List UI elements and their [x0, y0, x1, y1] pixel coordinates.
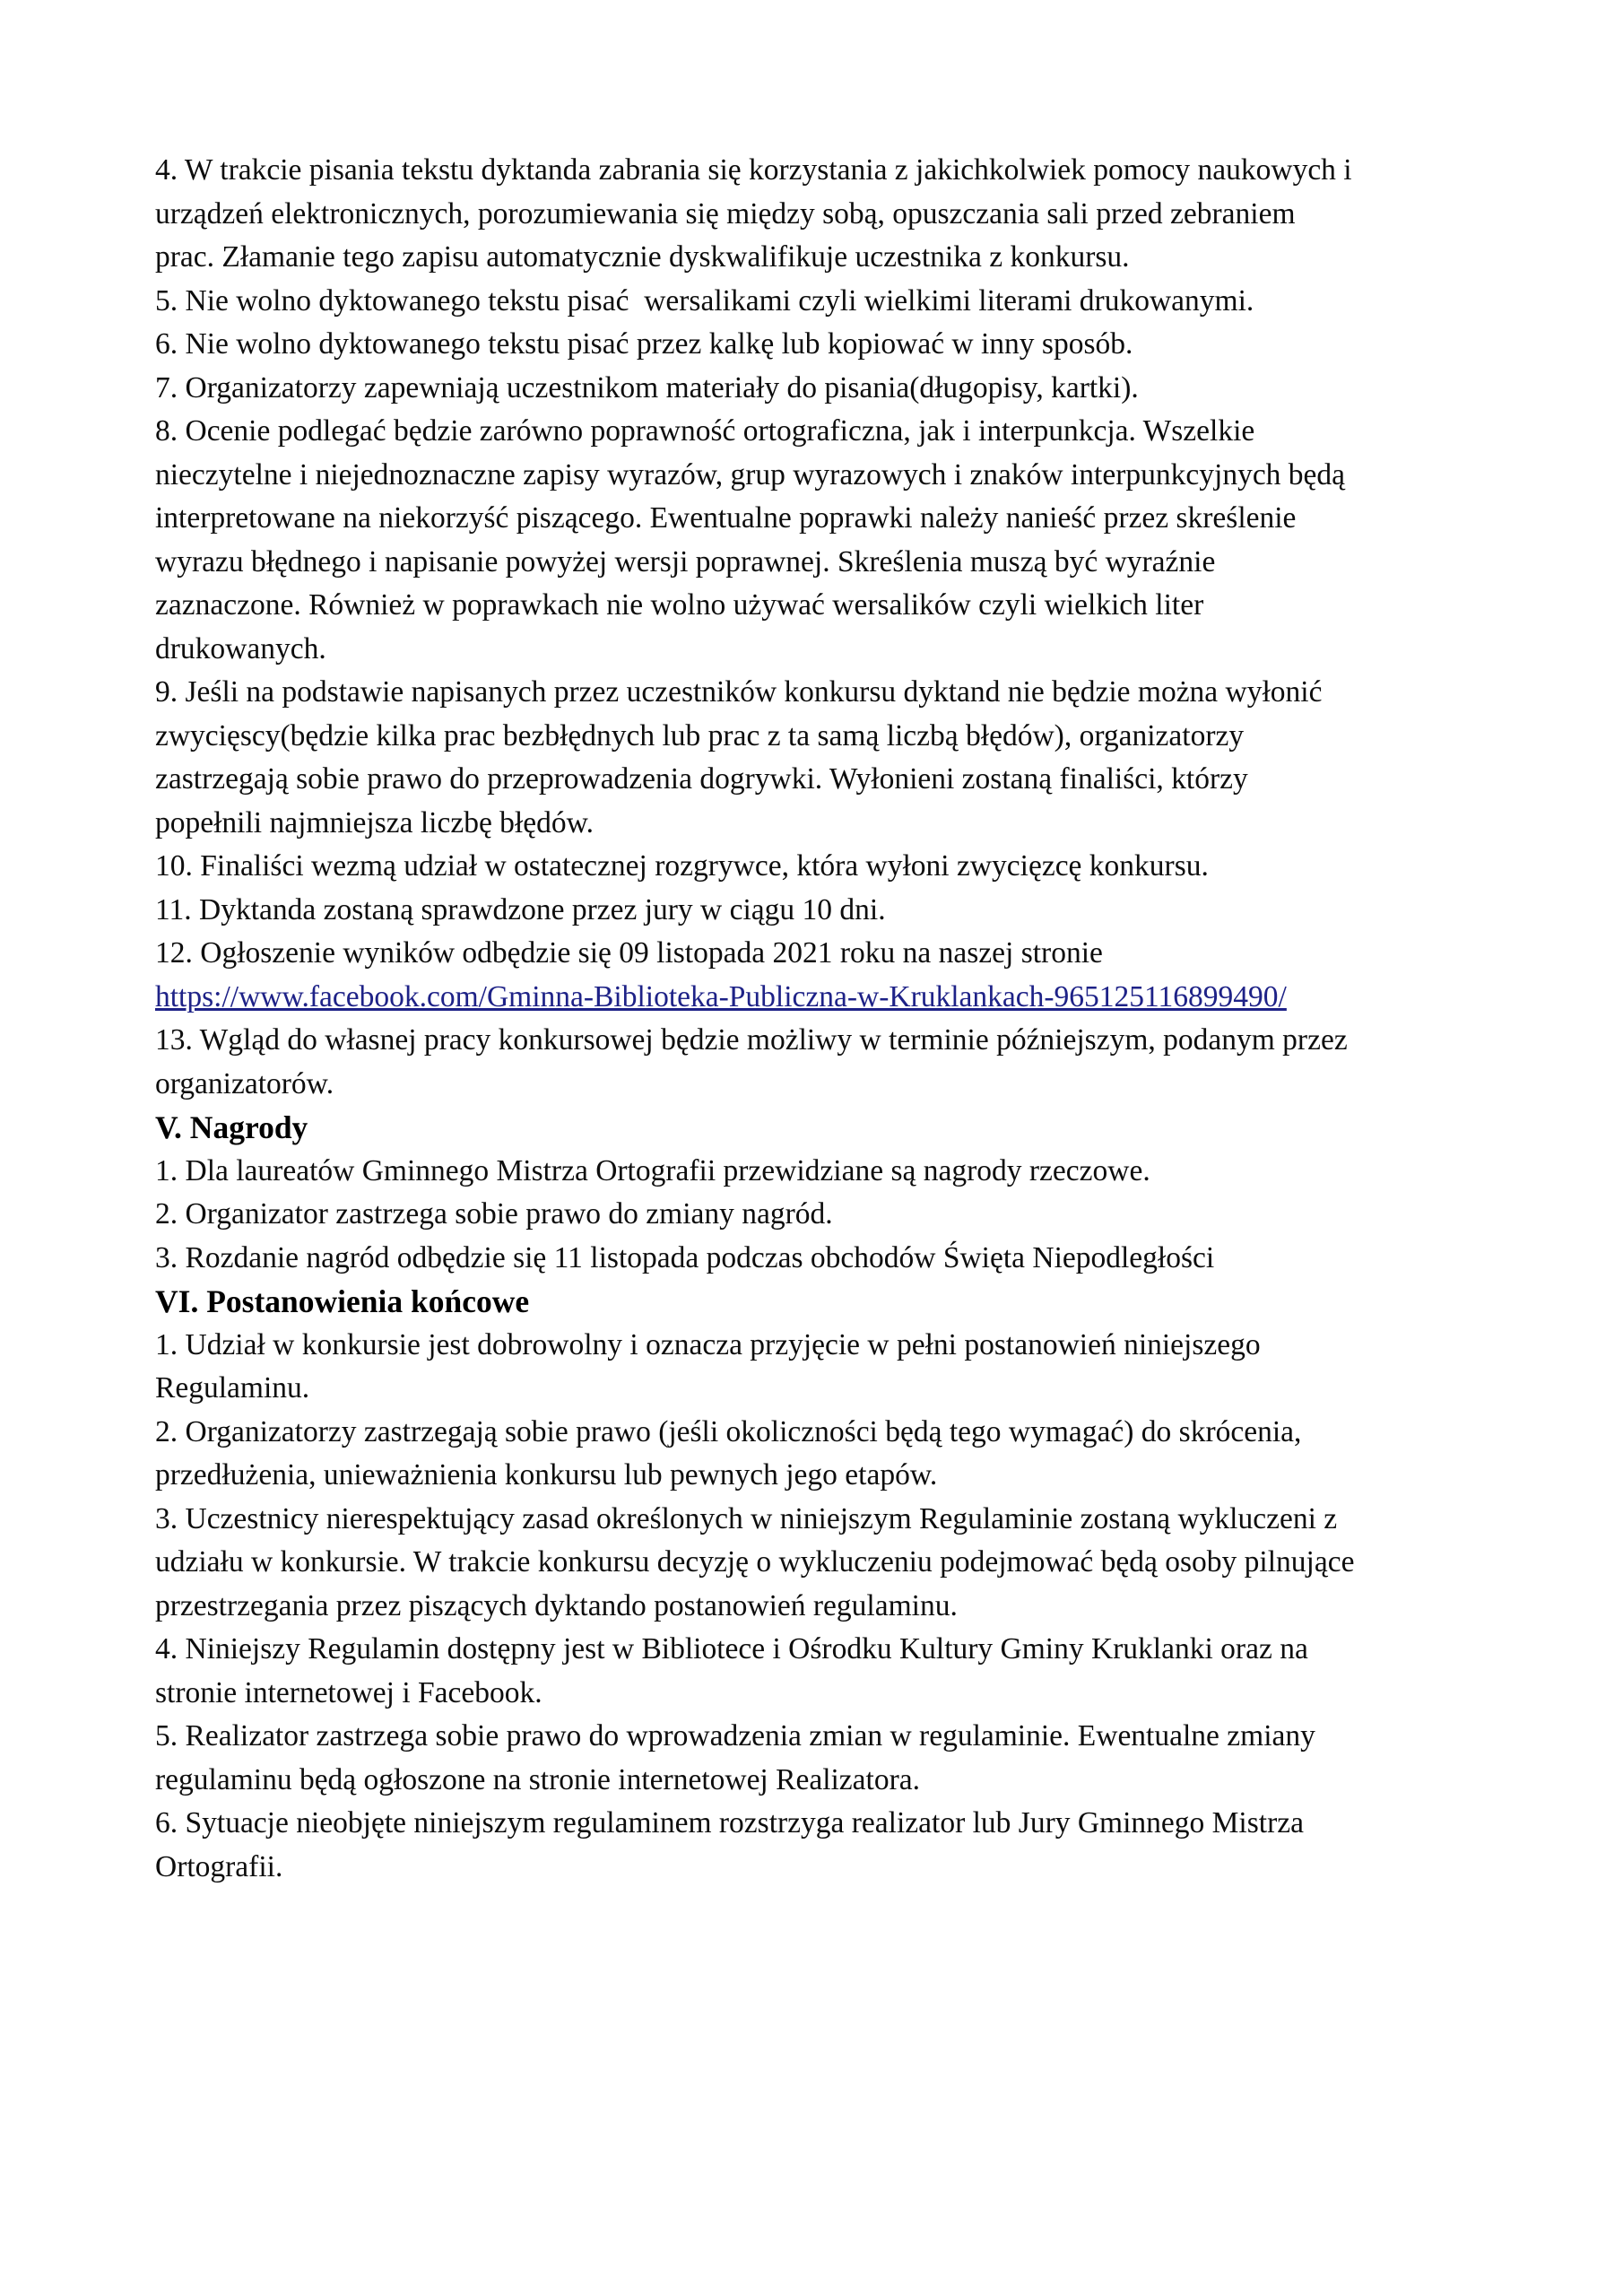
text-line: 11. Dyktanda zostaną sprawdzone przez jury w ciągu 10 dni.: [155, 892, 886, 926]
text-line: 3. Uczestnicy nierespektujący zasad określonych w niniejszym Regulaminie zostaną wykluczeni z: [155, 1501, 1338, 1535]
text-line: stronie internetowej i Facebook.: [155, 1675, 542, 1709]
text-line: interpretowane na niekorzyść piszącego. Ewentualne poprawki należy nanieść przez skreślenie: [155, 501, 1297, 535]
text-line: regulaminu będą ogłoszone na stronie internetowej Realizatora.: [155, 1762, 921, 1796]
text-line: zwycięscy(będzie kilka prac bezbłędnych lub prac z ta samą liczbą błędów), organizatorzy: [155, 718, 1245, 752]
text-line: 12. Ogłoszenie wyników odbędzie się 09 listopada 2021 roku na naszej stronie: [155, 936, 1103, 970]
section-heading: V. Nagrody: [155, 1109, 308, 1145]
text-line: wyrazu błędnego i napisanie powyżej wersji poprawnej. Skreślenia muszą być wyraźnie: [155, 544, 1216, 578]
text-line: zaznaczone. Również w poprawkach nie wolno używać wersalików czyli wielkich liter: [155, 588, 1204, 622]
text-line: organizatorów.: [155, 1066, 334, 1100]
text-line: 1. Dla laureatów Gminnego Mistrza Ortografii przewidziane są nagrody rzeczowe.: [155, 1153, 1150, 1187]
text-line: 6. Nie wolno dyktowanego tekstu pisać przez kalkę lub kopiować w inny sposób.: [155, 327, 1133, 361]
text-line: udziału w konkursie. W trakcie konkursu decyzję o wykluczeniu podejmować będą osoby pilnujące: [155, 1545, 1355, 1578]
text-line: przestrzegania przez piszących dyktando postanowień regulaminu.: [155, 1588, 958, 1622]
text-line: przedłużenia, unieważnienia konkursu lub pewnych jego etapów.: [155, 1458, 938, 1492]
text-line: 10. Finaliści wezmą udział w ostatecznej rozgrywce, która wyłoni zwycięzcę konkursu.: [155, 849, 1209, 883]
text-line: 5. Nie wolno dyktowanego tekstu pisać wersalikami czyli wielkimi literami drukowanymi.: [155, 283, 1254, 317]
text-line: 2. Organizatorzy zastrzegają sobie prawo (jeśli okoliczności będą tego wymagać) do skrócenia,: [155, 1414, 1302, 1448]
facebook-link[interactable]: https://www.facebook.com/Gminna-Biblioteka-Publiczna-w-Kruklankach-965125116899490/: [155, 979, 1287, 1013]
text-line: 1. Udział w konkursie jest dobrowolny i oznacza przyjęcie w pełni postanowień niniejszego: [155, 1327, 1261, 1361]
text-line: prac. Złamanie tego zapisu automatycznie dyskwalifikuje uczestnika z konkursu.: [155, 240, 1130, 274]
text-line: drukowanych.: [155, 631, 326, 665]
text-line: 5. Realizator zastrzega sobie prawo do wprowadzenia zmian w regulaminie. Ewentualne zmiany: [155, 1719, 1315, 1752]
text-line: nieczytelne i niejednoznaczne zapisy wyrazów, grup wyrazowych i znaków interpunkcyjnych będą: [155, 457, 1346, 491]
document-body: [155, 149, 1491, 1889]
text-line: 2. Organizator zastrzega sobie prawo do zmiany nagród.: [155, 1197, 833, 1231]
text-line: popełnili najmniejsza liczbę błędów.: [155, 805, 595, 839]
text-line: 7. Organizatorzy zapewniają uczestnikom materiały do pisania(długopisy, kartki).: [155, 370, 1139, 404]
text-line: zastrzegają sobie prawo do przeprowadzenia dogrywki. Wyłonieni zostaną finaliści, którzy: [155, 762, 1248, 796]
section-heading: VI. Postanowienia końcowe: [155, 1283, 530, 1319]
text-line: Regulaminu.: [155, 1371, 310, 1405]
text-line: 4. W trakcie pisania tekstu dyktanda zabrania się korzystania z jakichkolwiek pomocy naukowych i: [155, 153, 1352, 187]
text-line: urządzeń elektronicznych, porozumiewania się między sobą, opuszczania sali przed zebraniem: [155, 196, 1296, 230]
text-line: 9. Jeśli na podstawie napisanych przez uczestników konkursu dyktand nie będzie można wyłonić: [155, 675, 1323, 709]
text-line: 4. Niniejszy Regulamin dostępny jest w Bibliotece i Ośrodku Kultury Gminy Kruklanki oraz na: [155, 1632, 1308, 1665]
text-line: 8. Ocenie podlegać będzie zarówno poprawność ortograficzna, jak i interpunkcja. Wszelkie: [155, 414, 1255, 448]
text-line: Ortografii.: [155, 1849, 283, 1883]
text-line: 6. Sytuacje nieobjęte niniejszym regulaminem rozstrzyga realizator lub Jury Gminnego Mistrza: [155, 1806, 1304, 1839]
text-line: 3. Rozdanie nagród odbędzie się 11 listopada podczas obchodów Święta Niepodległości: [155, 1240, 1215, 1274]
text-line: 13. Wgląd do własnej pracy konkursowej będzie możliwy w terminie późniejszym, podanym przez: [155, 1023, 1348, 1057]
